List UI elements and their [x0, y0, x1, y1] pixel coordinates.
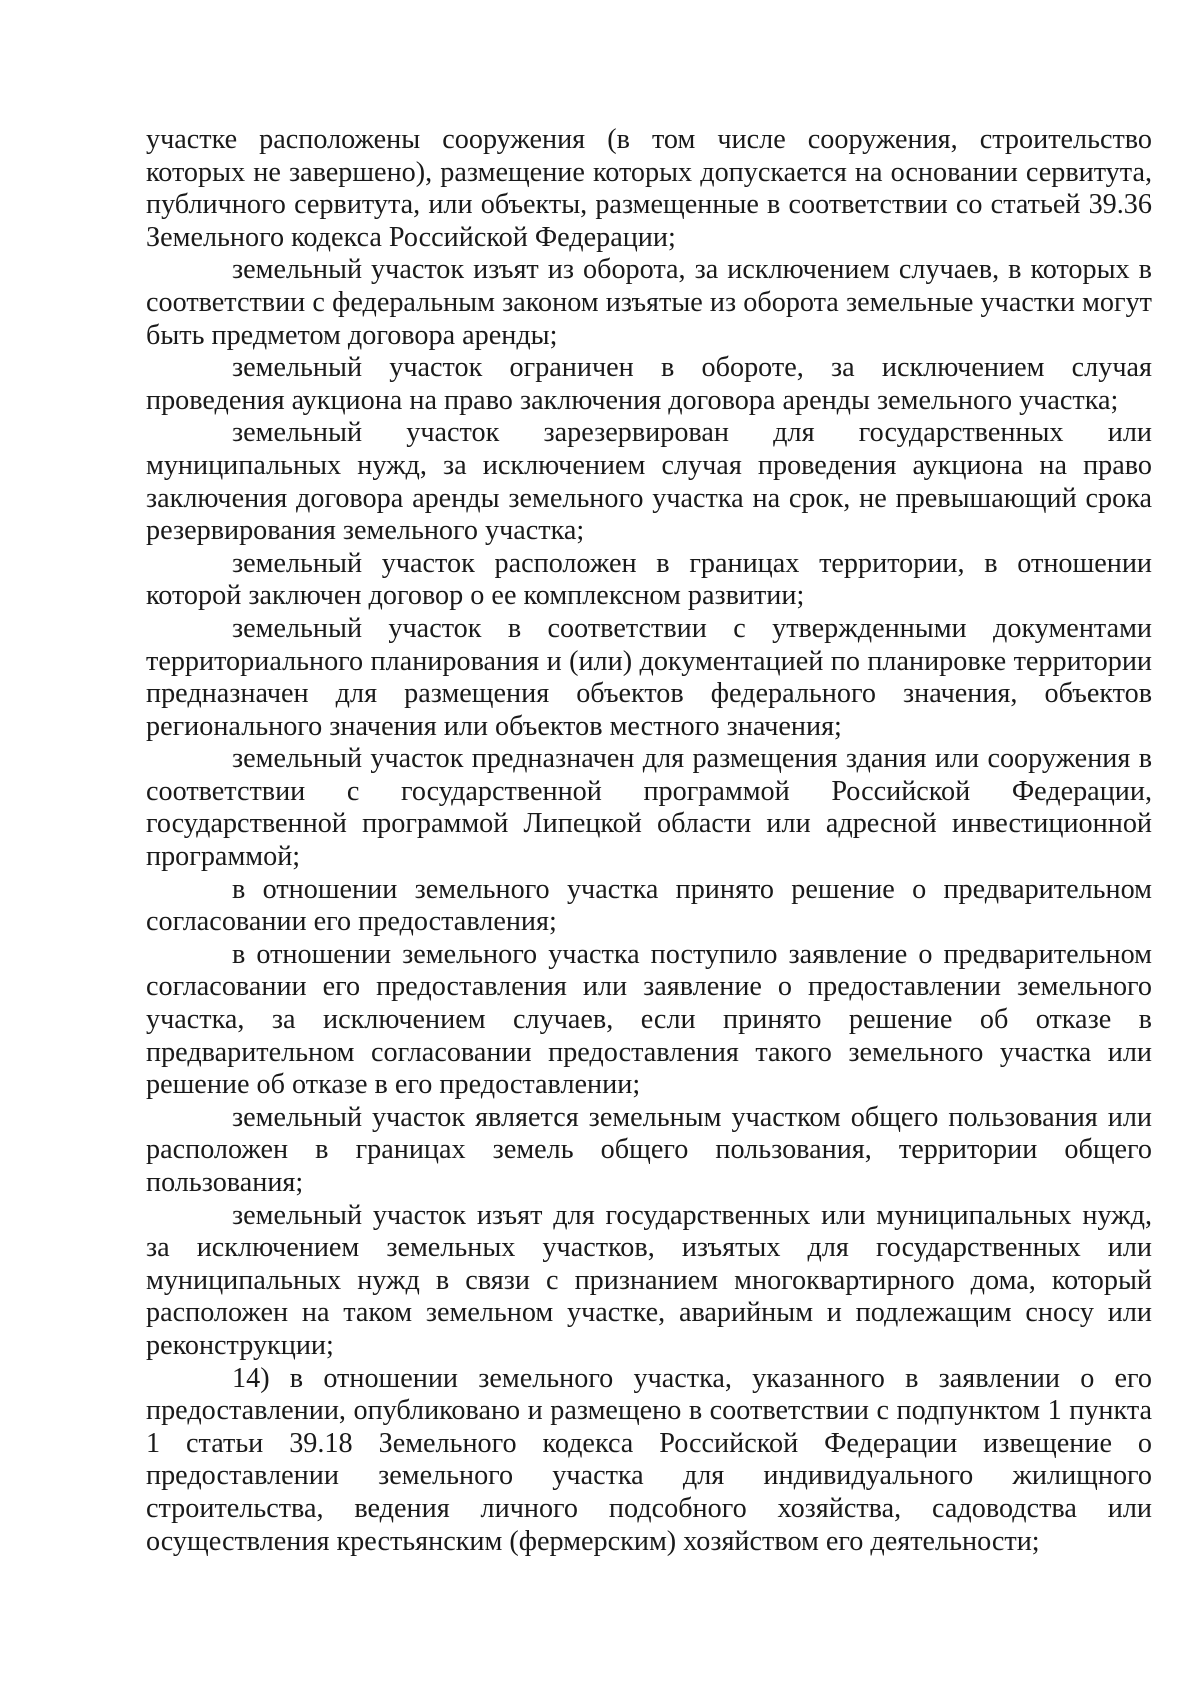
paragraph-6: земельный участок в соответствии с утвержденными документами территориального планирования и (или) документацией по планировке территории предназначен для размещения объектов федерального значения, объектов регионального значения или объектов местного значения;	[146, 612, 1152, 742]
paragraph-5: земельный участок расположен в границах территории, в отношении которой заключен договор о ее комплексном развитии;	[146, 547, 1152, 612]
paragraph-4: земельный участок зарезервирован для государственных или муниципальных нужд, за исключением случая проведения аукциона на право заключения договора аренды земельного участка на срок, не превышающий срока резервирования земельного участка;	[146, 417, 1152, 547]
document-body	[146, 124, 1152, 1558]
paragraph-12: 14) в отношении земельного участка, указанного в заявлении о его предоставлении, опубликовано и размещено в соответствии с подпунктом 1 пункта 1 статьи 39.18 Земельного кодекса Российской Федерации извещение о предоставлении земельного участка для индивидуального жилищного строительства, ведения личного подсобного хозяйства, садоводства или осуществления крестьянским (фермерским) хозяйством его деятельности;	[146, 1362, 1152, 1557]
paragraph-7: земельный участок предназначен для размещения здания или сооружения в соответствии с государственной программой Российской Федерации, государственной программой Липецкой области или адресной инвестиционной программой;	[146, 743, 1152, 873]
paragraph-10: земельный участок является земельным участком общего пользования или расположен в границах земель общего пользования, территории общего пользования;	[146, 1101, 1152, 1198]
paragraph-2: земельный участок изъят из оборота, за исключением случаев, в которых в соответствии с федеральным законом изъятые из оборота земельные участки могут быть предметом договора аренды;	[146, 254, 1152, 351]
paragraph-3: земельный участок ограничен в обороте, за исключением случая проведения аукциона на право заключения договора аренды земельного участка;	[146, 352, 1152, 416]
paragraph-11: земельный участок изъят для государственных или муниципальных нужд, за исключением земельных участков, изъятых для государственных или муниципальных нужд в связи с признанием многоквартирного дома, который расположен на таком земельном участке, аварийным и подлежащим сносу или реконструкции;	[146, 1199, 1152, 1361]
paragraph-8: в отношении земельного участка принято решение о предварительном согласовании его предоставления;	[146, 873, 1152, 938]
paragraph-9: в отношении земельного участка поступило заявление о предварительном согласовании его предоставления или заявление о предоставлении земельного участка, за исключением случаев, если принято решение об отказе в предварительном согласовании предоставления такого земельного участка или решение об отказе в его предоставлении;	[146, 938, 1152, 1101]
paragraph-1: участке расположены сооружения (в том числе сооружения, строительство которых не завершено), размещение которых допускается на основании сервитута, публичного сервитута, или объекты, размещенные в соответствии со статьей 39.36 Земельного кодекса Российской Федерации;	[146, 124, 1152, 253]
